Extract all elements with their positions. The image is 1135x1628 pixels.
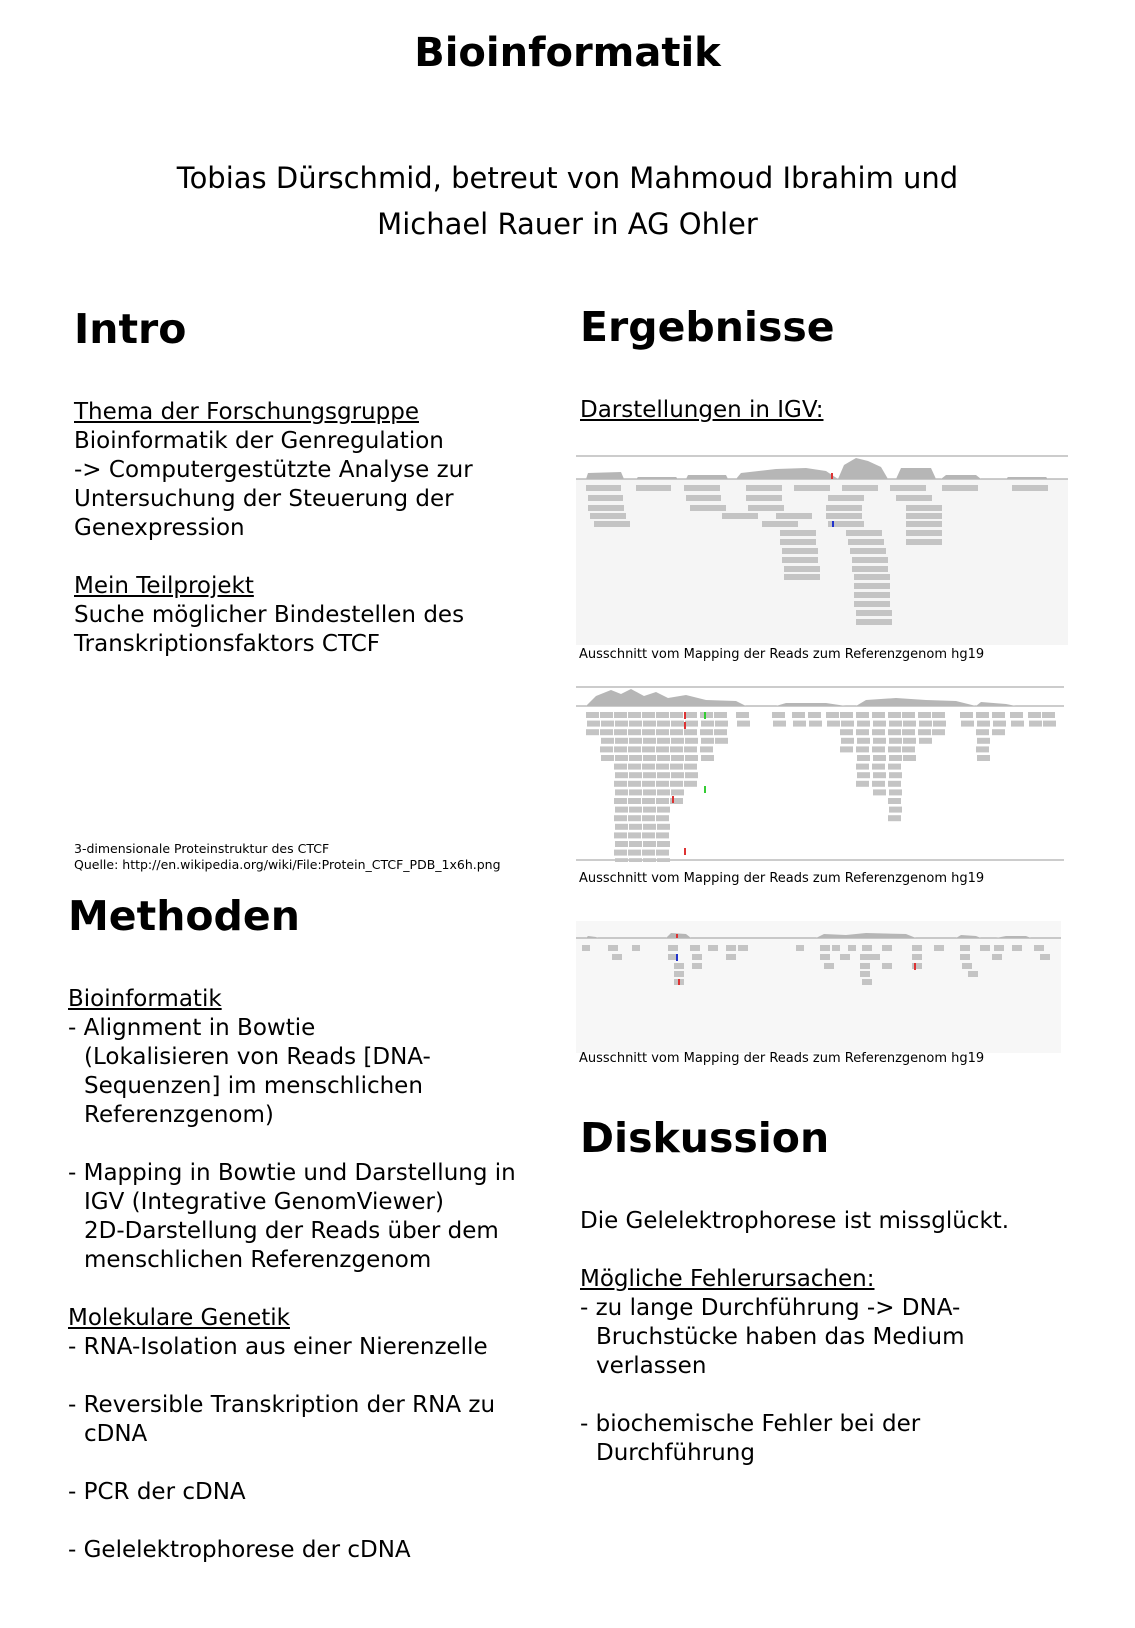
bio-item1-line: (Lokalisieren von Reads [DNA- xyxy=(84,1044,431,1070)
bio-item2-line: IGV (Integrative GenomViewer) xyxy=(84,1189,444,1215)
bio-item2-line: 2D-Darstellung der Reads über dem xyxy=(84,1218,499,1244)
mol-item2-line: cDNA xyxy=(84,1421,148,1447)
igv-screenshot-1 xyxy=(576,455,1068,645)
discussion-section xyxy=(580,1114,829,1162)
cause1-line: - zu lange Durchführung -> DNA- xyxy=(580,1295,961,1321)
bio-item2-line: menschlichen Referenzgenom xyxy=(84,1247,432,1273)
topic-line: Bioinformatik der Genregulation xyxy=(74,428,444,454)
igv-caption-2: Ausschnitt vom Mapping der Reads zum Referenzgenom hg19 xyxy=(579,871,985,886)
project-line: Transkriptionsfaktors CTCF xyxy=(74,631,380,657)
bio-item1-line: - Alignment in Bowtie xyxy=(68,1015,316,1041)
methods-body xyxy=(68,985,548,1565)
cause1-line: Bruchstücke haben das Medium xyxy=(596,1324,965,1350)
topic-line: -> Computergestützte Analyse zur xyxy=(74,457,473,483)
cause1-line: verlassen xyxy=(596,1353,707,1379)
mol-item2-line: - Reversible Transkription der RNA zu xyxy=(68,1392,496,1418)
cause2-line: - biochemische Fehler bei der xyxy=(580,1411,921,1437)
discussion-heading: Diskussion xyxy=(580,1114,830,1162)
results-heading: Ergebnisse xyxy=(580,303,835,351)
topic-line: Genexpression xyxy=(74,515,245,541)
igv-caption-3: Ausschnitt vom Mapping der Reads zum Referenzgenom hg19 xyxy=(579,1051,985,1066)
mol-item3: - PCR der cDNA xyxy=(68,1479,246,1505)
igv-label: Darstellungen in IGV: xyxy=(580,397,824,423)
project-label: Mein Teilprojekt xyxy=(74,573,254,599)
intro-body xyxy=(74,398,544,659)
igv-caption-1: Ausschnitt vom Mapping der Reads zum Referenzgenom hg19 xyxy=(579,647,985,662)
bio-item1-line: Referenzgenom) xyxy=(84,1102,274,1128)
results-section xyxy=(580,303,835,351)
bio-item2-line: - Mapping in Bowtie und Darstellung in xyxy=(68,1160,516,1186)
mol-label: Molekulare Genetik xyxy=(68,1305,290,1331)
poster-title: Bioinformatik xyxy=(414,30,721,76)
project-line: Suche möglicher Bindestellen des xyxy=(74,602,465,628)
bio-label: Bioinformatik xyxy=(68,986,222,1012)
figure-caption: 3-dimensionale Proteinstruktur des CTCF xyxy=(74,841,330,856)
topic-label: Thema der Forschungsgruppe xyxy=(74,399,419,425)
igv-screenshot-2 xyxy=(576,686,1064,862)
intro-section xyxy=(74,305,186,353)
discussion-statement: Die Gelelektrophorese ist missglückt. xyxy=(580,1208,1010,1234)
methods-heading: Methoden xyxy=(68,892,300,940)
discussion-body xyxy=(580,1207,1060,1468)
authors xyxy=(0,155,1135,247)
cause2-line: Durchführung xyxy=(596,1440,755,1466)
igv-screenshot-3 xyxy=(576,921,1061,1053)
mol-item4: - Gelelektrophorese der cDNA xyxy=(68,1537,411,1563)
figure-source: Quelle: http://en.wikipedia.org/wiki/File:Protein_CTCF_PDB_1x6h.png xyxy=(74,857,501,872)
intro-heading: Intro xyxy=(74,305,187,353)
bio-item1-line: Sequenzen] im menschlichen xyxy=(84,1073,423,1099)
authors-line-2: Michael Rauer in AG Ohler xyxy=(377,207,758,241)
methods-section xyxy=(68,892,300,940)
causes-label: Mögliche Fehlerursachen: xyxy=(580,1266,875,1292)
protein-figure-caption xyxy=(74,841,544,873)
topic-line: Untersuchung der Steuerung der xyxy=(74,486,454,512)
mol-item1: - RNA-Isolation aus einer Nierenzelle xyxy=(68,1334,488,1360)
authors-line-1: Tobias Dürschmid, betreut von Mahmoud Ibrahim und xyxy=(176,161,959,195)
